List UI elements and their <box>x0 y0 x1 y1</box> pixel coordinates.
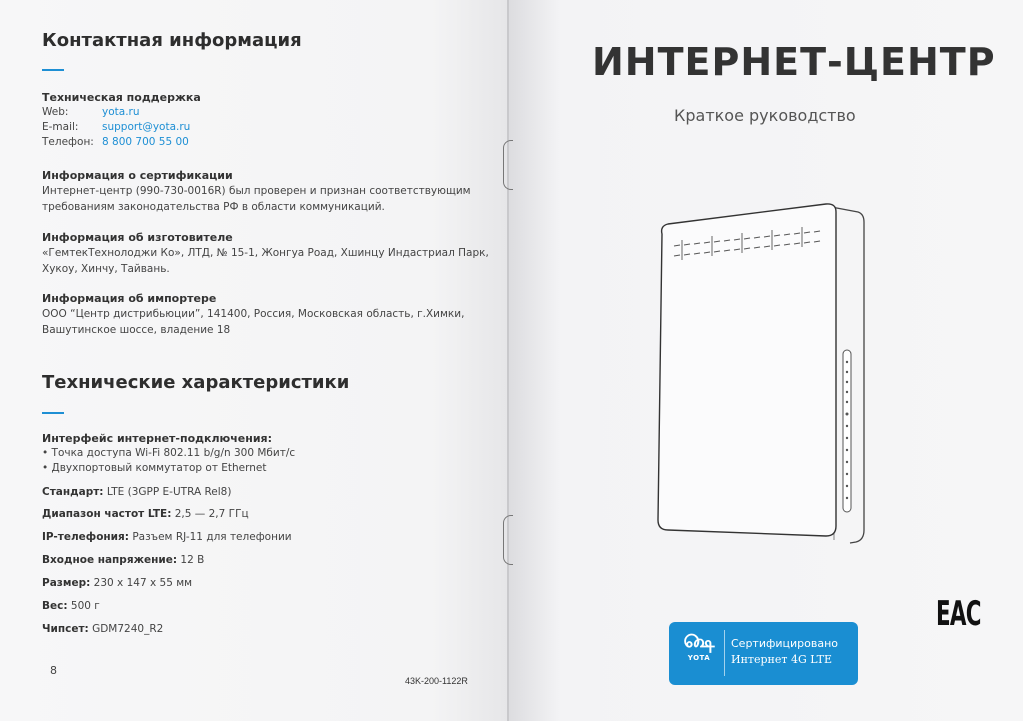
contact-label: E-mail: <box>42 121 79 133</box>
importer-text-1: ООО “Центр дистрибьюции”, 141400, Россия, Московская область, г.Химки, <box>42 308 465 320</box>
spec-label: Входное напряжение: <box>42 554 178 566</box>
spec-value: 2,5 — 2,7 ГГц <box>174 508 249 520</box>
staple-clip-bottom <box>503 515 513 565</box>
router-illustration <box>650 200 870 560</box>
contact-web-link[interactable]: yota.ru <box>102 106 140 118</box>
spec-value: 230 х 147 х 55 мм <box>93 577 193 589</box>
spec-label: Чипсет: <box>42 623 89 635</box>
yota-logo-text: YOTA <box>687 654 711 662</box>
spec-weight <box>42 600 100 612</box>
spec-size <box>42 577 192 589</box>
interface-heading: Интерфейс интернет-подключения: <box>42 432 273 445</box>
contact-heading: Контактная информация <box>42 30 302 51</box>
importer-text-2: Вашутинское шоссе, владение 18 <box>42 324 231 336</box>
booklet-spine <box>507 0 509 721</box>
page-title: ИНТЕРНЕТ-ЦЕНТР <box>592 40 996 84</box>
bullet-item: • Точка доступа Wi-Fi 802.11 b/g/n 300 Мбит/с <box>42 447 296 459</box>
maker-text-1: «ГемтекТехнолоджи Ко», ЛТД, № 15-1, Жонгуа Роад, Хшинцу Индастриал Парк, <box>42 247 489 259</box>
spec-voltage <box>42 554 204 566</box>
spec-value: 500 г <box>70 600 100 612</box>
spec-value: GDM7240_R2 <box>92 623 164 635</box>
cert-text-1: Интернет-центр (990-730-0016R) был проверен и признан соответствующим <box>42 185 471 197</box>
page-subtitle: Краткое руководство <box>674 106 856 125</box>
spec-label: Стандарт: <box>42 486 104 498</box>
contact-row-email <box>42 121 190 133</box>
left-page <box>0 0 508 721</box>
specs-heading: Технические характеристики <box>42 372 350 393</box>
bullet-text: Точка доступа Wi-Fi 802.11 b/g/n 300 Мбит/с <box>51 447 296 459</box>
badge-line-1: Сертифицировано <box>731 637 839 650</box>
cert-heading: Информация о сертификации <box>42 169 233 182</box>
spec-label: Вес: <box>42 600 68 612</box>
contact-row-phone <box>42 136 189 148</box>
bullet-text: Двухпортовый коммутатор от Ethernet <box>51 462 267 474</box>
staple-clip-top <box>503 140 513 190</box>
contact-label: Web: <box>42 106 69 118</box>
spec-label: Диапазон частот LTE: <box>42 508 172 520</box>
yota-logo <box>679 630 719 662</box>
eac-certification-mark: EAC <box>936 594 981 634</box>
spec-ip-telephony <box>42 531 292 543</box>
maker-heading: Информация об изготовителе <box>42 231 233 244</box>
certification-badge <box>669 622 858 685</box>
spec-chipset <box>42 623 163 635</box>
spec-label: Размер: <box>42 577 91 589</box>
badge-divider <box>724 630 725 676</box>
bullet-item: • Двухпортовый коммутатор от Ethernet <box>42 462 267 474</box>
yota-logo-icon: ௸ <box>683 628 715 652</box>
page-number: 8 <box>50 664 57 677</box>
maker-text-2: Хукоу, Хинчу, Тайвань. <box>42 263 170 275</box>
cert-text-2: требованиям законодательства РФ в области коммуникаций. <box>42 201 385 213</box>
specs-accent-line <box>42 412 64 414</box>
spec-frequency <box>42 508 249 520</box>
spec-label: IP-телефония: <box>42 531 129 543</box>
support-heading: Техническая поддержка <box>42 91 201 104</box>
contact-label: Телефон: <box>42 136 94 148</box>
contact-row-web <box>42 106 140 118</box>
spec-value: LTE (3GPP E-UTRA Rel8) <box>106 486 232 498</box>
spec-value: Разъем RJ-11 для телефонии <box>132 531 292 543</box>
spec-value: 12 В <box>180 554 205 566</box>
contact-accent-line <box>42 69 64 71</box>
spec-standard <box>42 486 231 498</box>
contact-email-link[interactable]: support@yota.ru <box>102 121 191 133</box>
badge-line-2: Интернет 4G LTE <box>731 653 833 666</box>
contact-phone-link[interactable]: 8 800 700 55 00 <box>102 136 189 148</box>
led-panel <box>843 350 851 512</box>
importer-heading: Информация об импортере <box>42 292 217 305</box>
document-code: 43K-200-1122R <box>405 676 468 686</box>
